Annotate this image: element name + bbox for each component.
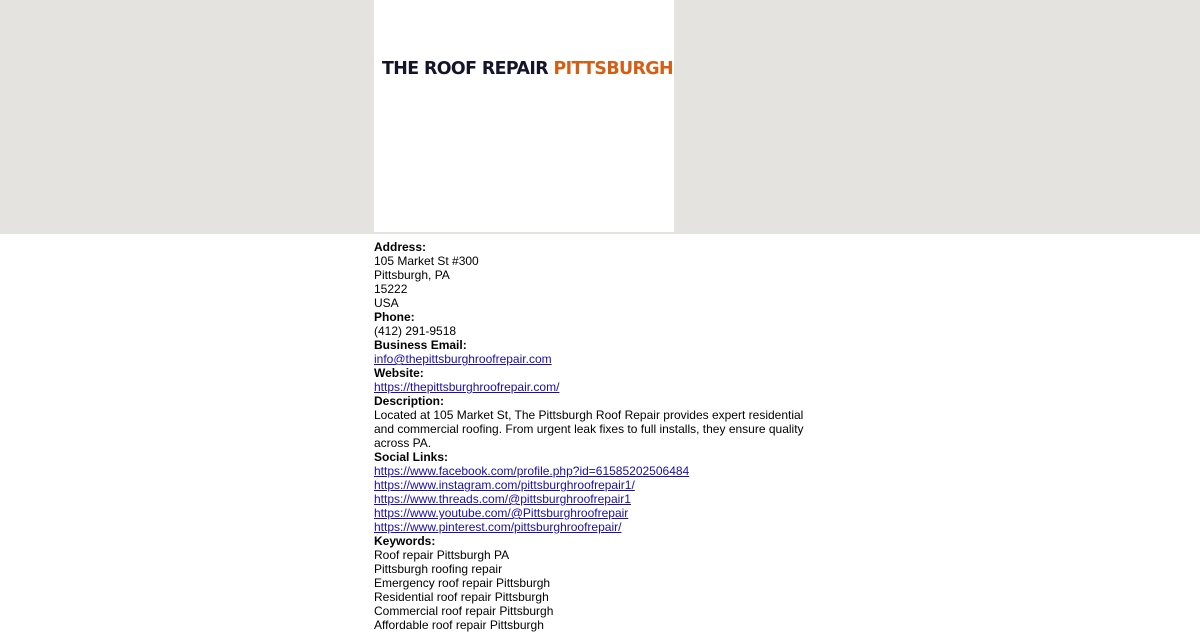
address-country: USA bbox=[374, 296, 399, 310]
description-text: Located at 105 Market St, The Pittsburgh Roof Repair provides expert residential and commercial roofing. From urgent leak fixes to full installs, they ensure quality across PA. bbox=[374, 408, 804, 450]
header-banner bbox=[0, 0, 1200, 234]
keyword-item: Emergency roof repair Pittsburgh bbox=[374, 576, 551, 590]
social-link-pinterest[interactable]: https://www.pinterest.com/pittsburghroofrepair/ bbox=[374, 520, 622, 534]
address-zip: 15222 bbox=[374, 282, 408, 296]
email-link[interactable]: info@thepittsburghroofrepair.com bbox=[374, 352, 552, 366]
website-link[interactable]: https://thepittsburghroofrepair.com/ bbox=[374, 380, 560, 394]
keyword-item: Commercial roof repair Pittsburgh bbox=[374, 604, 554, 618]
phone-label: Phone: bbox=[374, 310, 415, 324]
keyword-item: Pittsburgh roofing repair bbox=[374, 562, 503, 576]
business-details bbox=[374, 240, 824, 632]
website-label: Website: bbox=[374, 366, 424, 380]
keyword-item: Residential roof repair Pittsburgh bbox=[374, 590, 549, 604]
email-label: Business Email: bbox=[374, 338, 467, 352]
logo-text bbox=[382, 58, 673, 80]
logo-text-accent: PITTSBURGH bbox=[553, 59, 673, 79]
social-link-youtube[interactable]: https://www.youtube.com/@Pittsburghroofrepair bbox=[374, 506, 629, 520]
logo-text-dark: THE ROOF REPAIR bbox=[382, 59, 548, 79]
address-label: Address: bbox=[374, 240, 427, 254]
address-street: 105 Market St #300 bbox=[374, 254, 479, 268]
social-links-label: Social Links: bbox=[374, 450, 449, 464]
social-link-facebook[interactable]: https://www.facebook.com/profile.php?id=61585202506484 bbox=[374, 464, 690, 478]
address-city: Pittsburgh, PA bbox=[374, 268, 450, 282]
phone-value: (412) 291-9518 bbox=[374, 324, 457, 338]
keyword-item: Affordable roof repair Pittsburgh bbox=[374, 618, 544, 632]
keyword-item: Roof repair Pittsburgh PA bbox=[374, 548, 510, 562]
logo-image bbox=[374, 0, 674, 232]
description-label: Description: bbox=[374, 394, 445, 408]
keywords-label: Keywords: bbox=[374, 534, 436, 548]
social-link-instagram[interactable]: https://www.instagram.com/pittsburghroofrepair1/ bbox=[374, 478, 635, 492]
social-link-threads[interactable]: https://www.threads.com/@pittsburghroofrepair1 bbox=[374, 492, 631, 506]
